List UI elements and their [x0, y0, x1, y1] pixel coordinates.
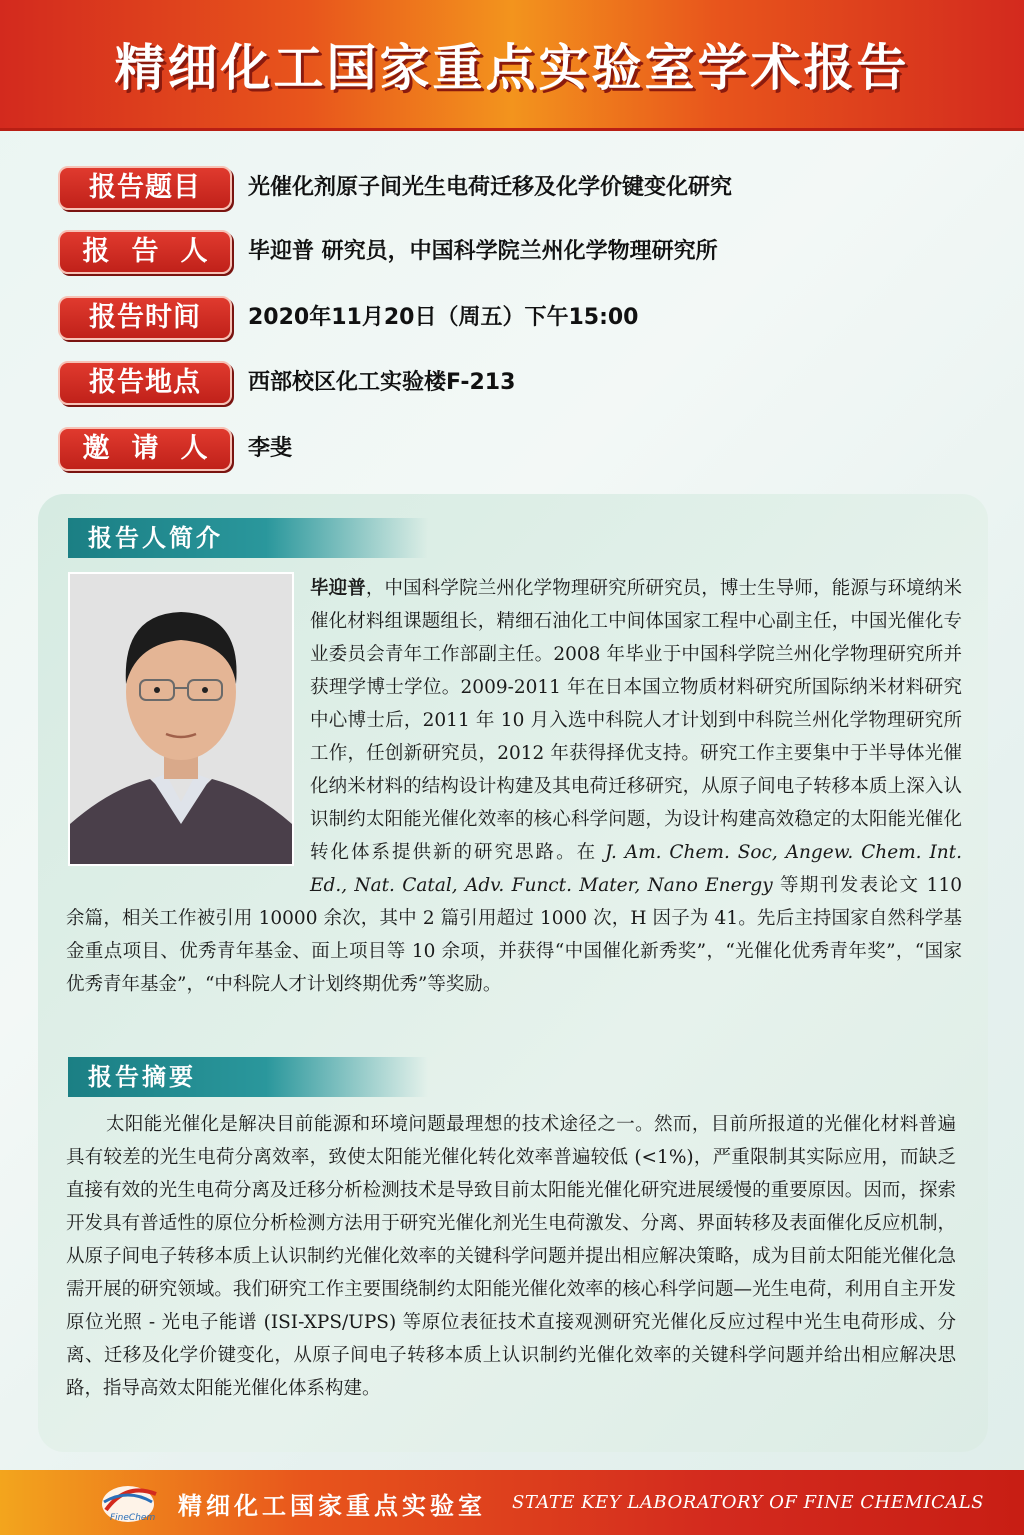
- footer-banner: [0, 1470, 1024, 1535]
- info-row-location: [58, 361, 958, 405]
- footer-lab-name-en: STATE KEY LABORATORY OF FINE CHEMICALS: [512, 1492, 985, 1513]
- logo-text: FineChem: [110, 1513, 156, 1523]
- info-label: 报告题目: [58, 166, 232, 210]
- info-row-title: [58, 166, 958, 210]
- info-label: 邀请人: [58, 427, 232, 471]
- info-value: 2020年11月20日（周五）下午15:00: [248, 305, 639, 330]
- speaker-name: 毕迎普: [310, 578, 366, 599]
- bio-journals: J. Am. Chem. Soc, Angew. Chem. Int. Ed., Nat. Catal, Adv. Funct. Mater, Nano Energy: [310, 842, 962, 896]
- info-value: 毕迎普 研究员，中国科学院兰州化学物理研究所: [248, 239, 718, 264]
- bio-text-part1: ，中国科学院兰州化学物理研究所研究员，博士生导师，能源与环境纳米催化材料组课题组长，精细石油化工中间体国家工程中心副主任，中国光催化专业委员会青年工作部副主任。2008 年毕业于中国科学院兰州化学物理研究所并获理学博士学位。2009-2011 年在日本国立物质材料研究所国际纳米材料研究中心博士后，2011 年 10 月入选中科院人才计划到中科院兰州化学物理研究所工作，任创新研究员，2012 年获得择优支持。研究工作主要集中于半导体光催化纳米材料的结构设计构建及其电荷迁移研究，从原子间电子转移本质上深入认识制约太阳能光催化效率的核心科学问题，为设计构建高效稳定的太阳能光催化转化体系提供新的研究思路。在: [310, 578, 962, 863]
- info-value: 光催化剂原子间光生电荷迁移及化学价键变化研究: [248, 175, 733, 200]
- info-row-speaker: [58, 230, 958, 274]
- abstract-section-title: 报告摘要: [88, 1063, 196, 1091]
- lab-logo-icon: [96, 1480, 166, 1526]
- info-label: 报告人: [58, 230, 232, 274]
- bio-text-part2: 等期刊发表论文 110 余篇，相关工作被引用 10000 余次，其中 2 篇引用超过 1000 次，H 因子为 41。先后主持国家自然科学基金重点项目、优秀青年基金、面上项目等 10 余项，并获得“中国催化新秀奖”，“光催化优秀青年奖”，“国家优秀青年基金”，“中科院人才计划终期优秀”等奖励。: [66, 875, 962, 995]
- header-banner: [0, 0, 1024, 128]
- bio-section-tab: [68, 518, 428, 558]
- info-row-inviter: [58, 427, 958, 471]
- footer-lab-name-cn: 精细化工国家重点实验室: [178, 1492, 486, 1520]
- info-row-time: [58, 296, 958, 340]
- info-label: 报告地点: [58, 361, 232, 405]
- bio-text: [66, 572, 962, 1001]
- abstract-section-tab: [68, 1057, 428, 1097]
- abstract-text: 太阳能光催化是解决目前能源和环境问题最理想的技术途径之一。然而，目前所报道的光催化材料普遍具有较差的光生电荷分离效率，致使太阳能光催化转化效率普遍较低 (<1%)，严重限制其实际应用，而缺乏直接有效的光生电荷分离及迁移分析检测技术是导致目前太阳能光催化研究进展缓慢的重要原因。因而，探索开发具有普适性的原位分析检测方法用于研究光催化剂光生电荷激发、分离、界面转移及表面催化反应机制，从原子间电子转移本质上认识制约光催化效率的关键科学问题并提出相应解决策略，成为目前太阳能光催化急需开展的研究领域。我们研究工作主要围绕制约太阳能光催化效率的核心科学问题—光生电荷，利用自主开发原位光照 - 光电子能谱 (ISI-XPS/UPS) 等原位表征技术直接观测研究光催化反应过程中光生电荷形成、分离、迁移及化学价键变化，从原子间电子转移本质上认识制约光催化效率的关键科学问题并给出相应解决思路，指导高效太阳能光催化体系构建。: [66, 1114, 956, 1399]
- info-value: 西部校区化工实验楼F-213: [248, 370, 516, 395]
- info-label: 报告时间: [58, 296, 232, 340]
- page-title: 精细化工国家重点实验室学术报告: [114, 39, 910, 97]
- info-value: 李斐: [248, 436, 293, 461]
- bio-section-title: 报告人简介: [88, 524, 223, 552]
